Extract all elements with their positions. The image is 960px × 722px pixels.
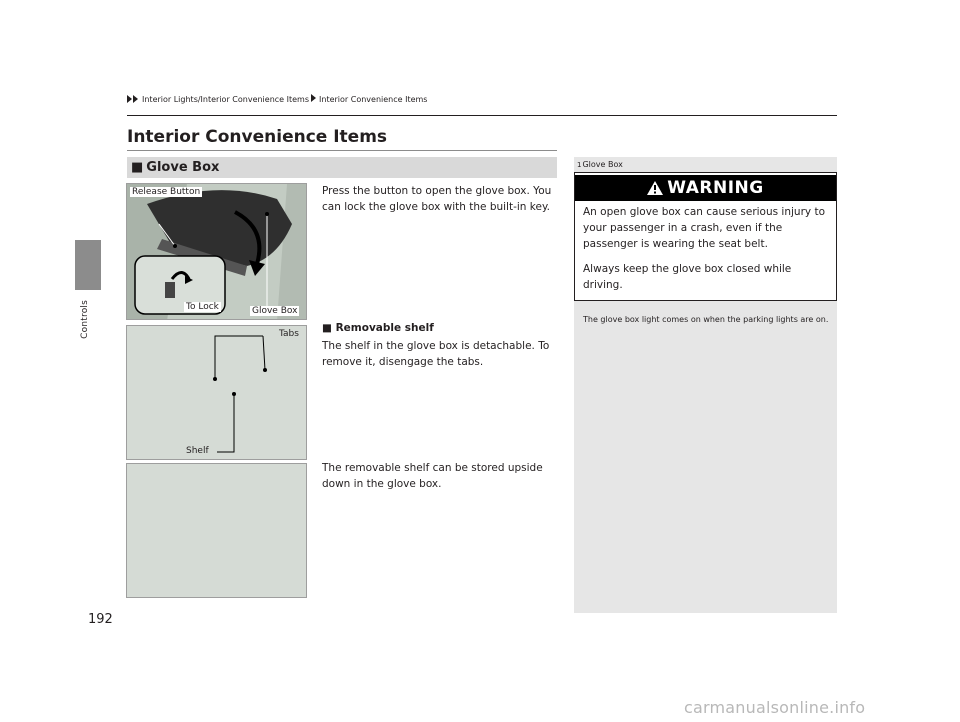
glove-box-drawing [127,184,307,320]
body-paragraph: The shelf in the glove box is detachable. To remove it, disengage the tabs. [322,340,550,368]
note-text: The glove box light comes on when the parking lights are on. [583,315,829,324]
page-title: Interior Convenience Items [127,127,388,147]
release-button-callout: Release Button [132,187,201,197]
tabs-callout: Tabs [279,329,299,339]
chapter-label: Controls [80,300,90,339]
subsection-heading [322,322,434,334]
glove-box-callout: Glove Box [252,306,298,316]
subsection-bullet: ■ [322,322,332,334]
warning-icon [647,181,663,195]
breadcrumb [127,94,427,104]
warning-label: WARNING [667,178,764,198]
note-title [577,160,623,169]
note-title-text: Glove Box [582,160,623,169]
stored-shelf-illustration [126,463,307,598]
chapter-tab [75,240,101,290]
body-paragraph: The removable shelf can be stored upside down in the glove box. [322,462,543,490]
shelf-callout: Shelf [186,446,209,456]
shelf-illustration [126,325,307,460]
title-divider [127,150,557,151]
warning-header [575,175,836,201]
breadcrumb-item[interactable]: Interior Lights/Interior Convenience Items [142,94,310,104]
breadcrumb-item[interactable]: Interior Convenience Items [319,94,428,104]
watermark: carmanualsonline.info [684,698,866,717]
warning-text: An open glove box can cause serious injury to your passenger in a crash, even if the passenger is wearing the seat belt. [583,206,825,250]
body-paragraph: Press the button to open the glove box. You can lock the glove box with the built-in key. [322,185,552,213]
breadcrumb-arrow-icon [133,95,138,103]
breadcrumb-arrow-icon [311,94,316,102]
section-bullet: ■ [131,160,144,175]
glove-box-illustration [126,183,307,320]
shelf-drawing [127,326,307,460]
section-title: Glove Box [146,160,220,175]
warning-text: Always keep the glove box closed while driving. [583,263,792,291]
subsection-title: Removable shelf [335,322,434,334]
breadcrumb-arrow-icon [127,95,132,103]
header-divider [127,115,837,116]
note-marker: 1 [577,161,582,169]
page-number: 192 [88,612,113,627]
to-lock-callout: To Lock [186,302,219,312]
section-heading [127,157,557,178]
